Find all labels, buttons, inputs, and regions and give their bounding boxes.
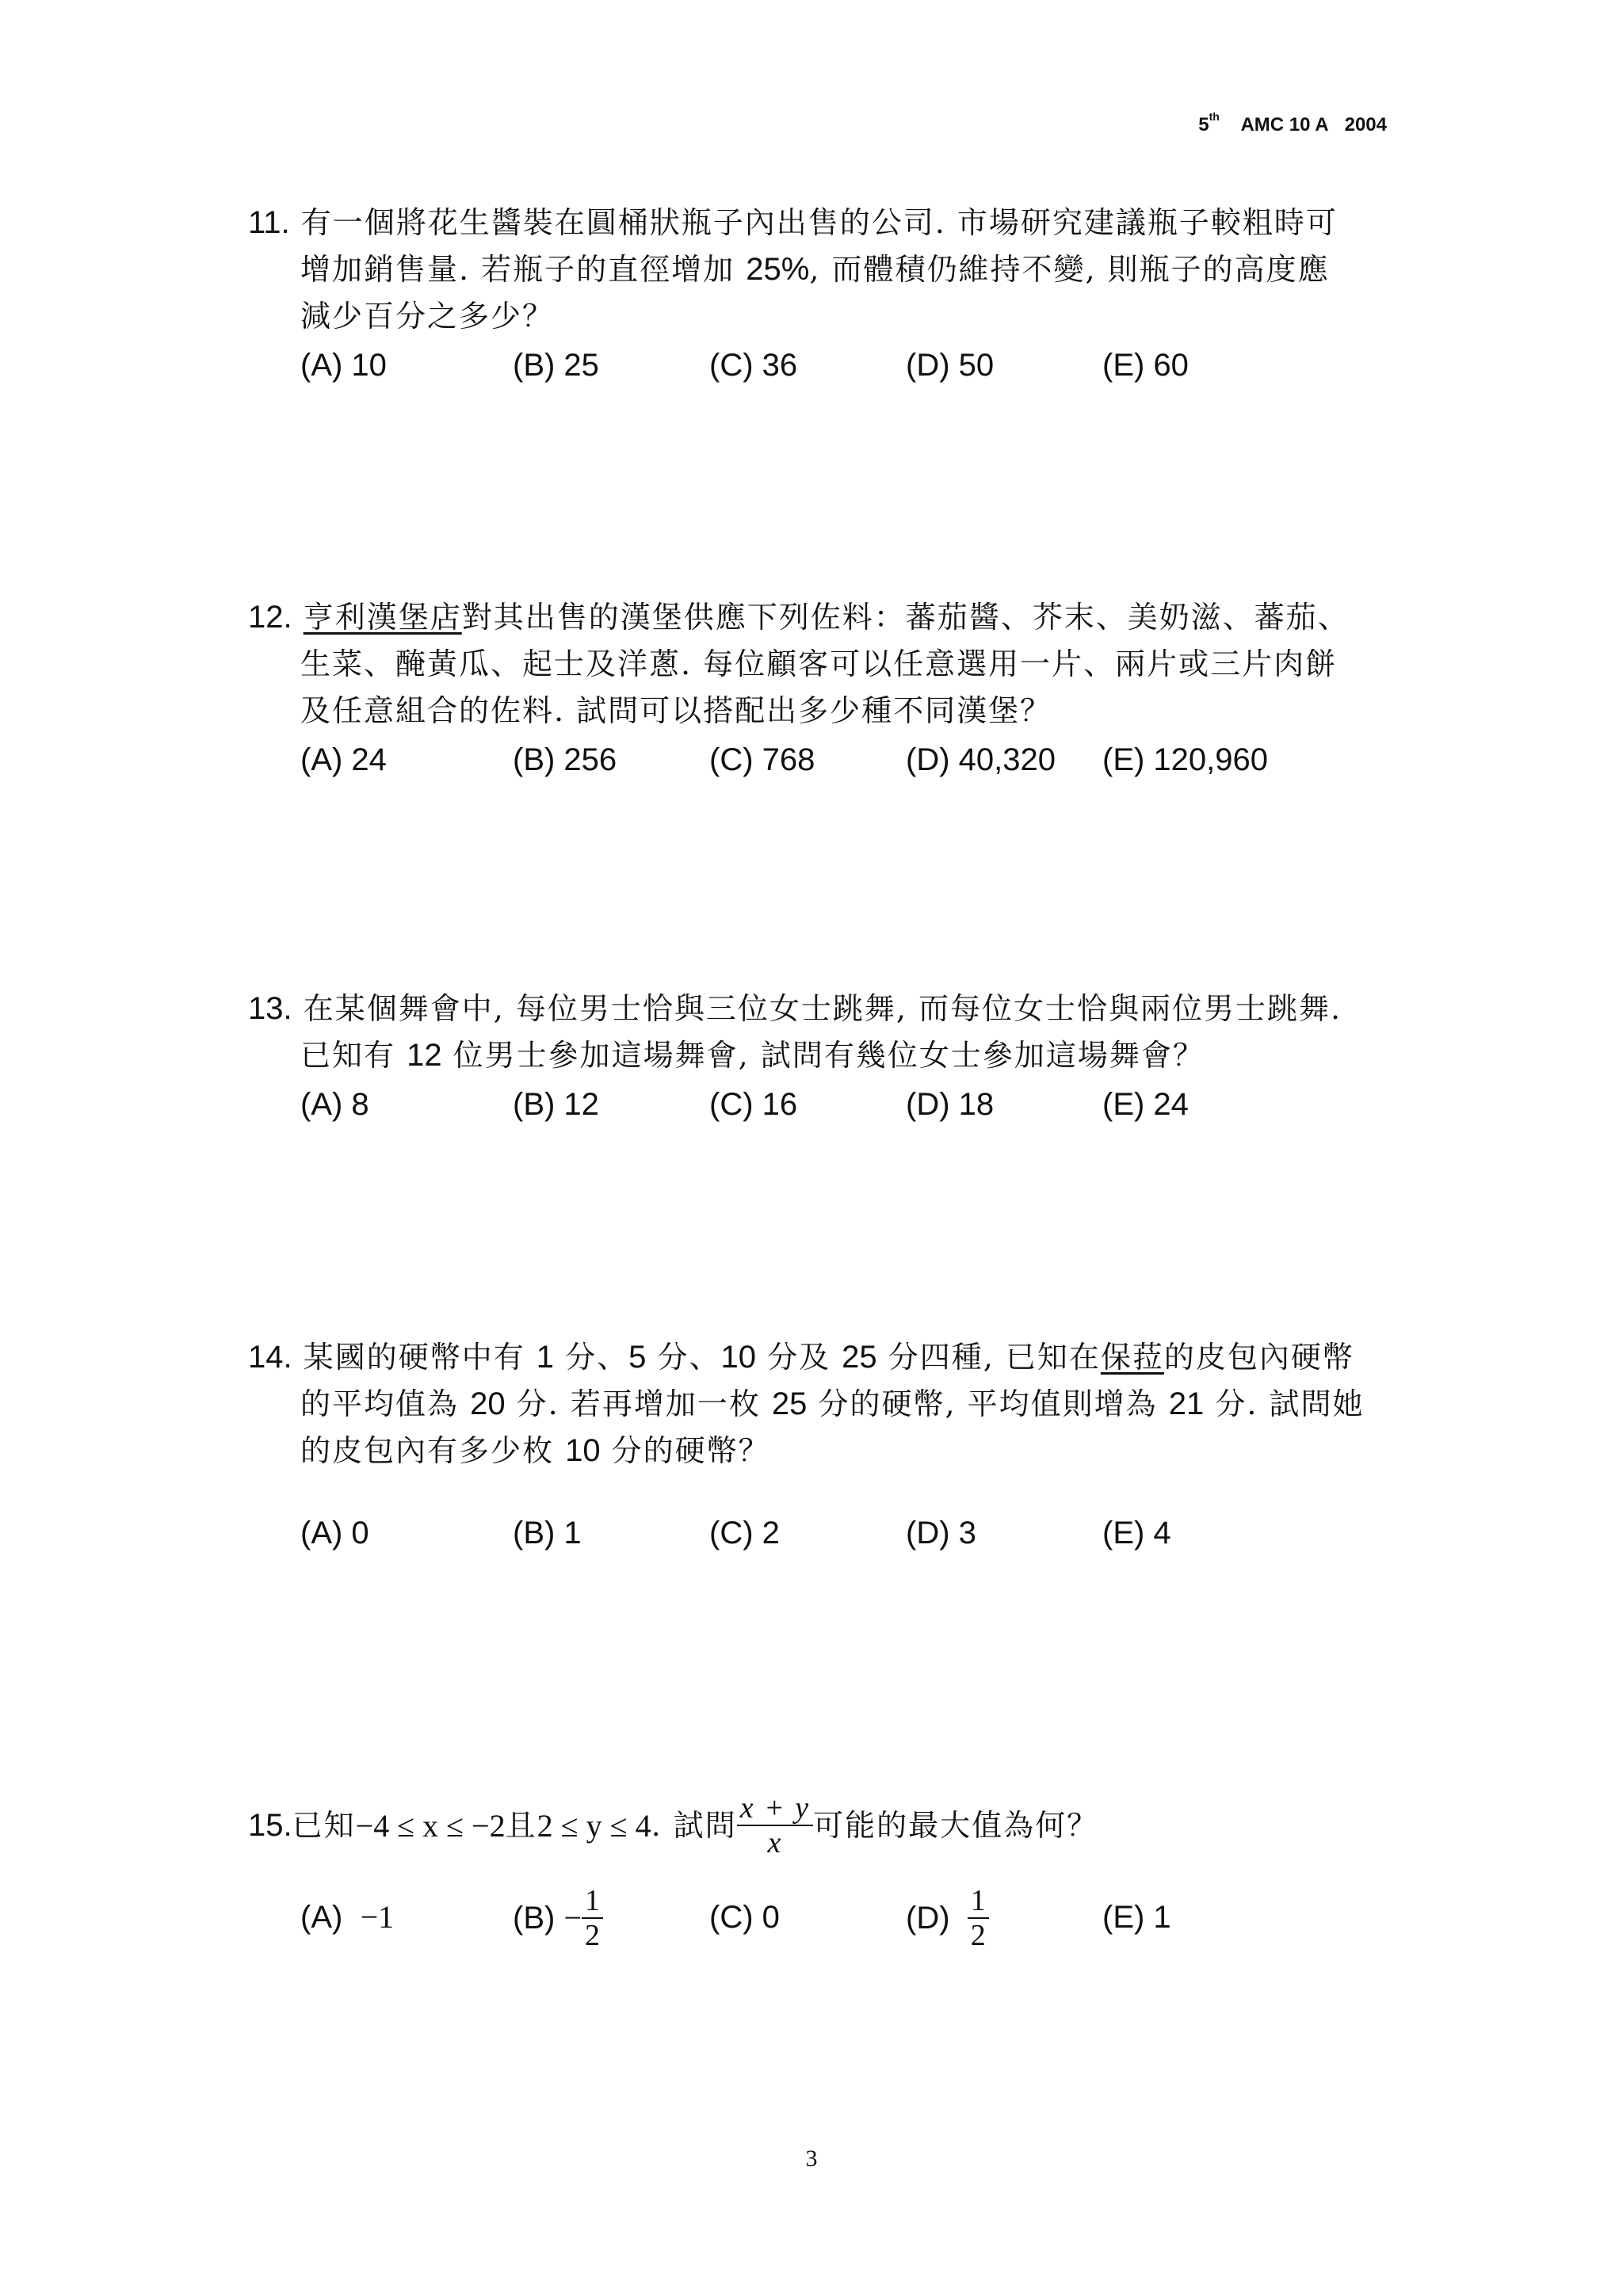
problem-text: 且: [505, 1807, 537, 1843]
problem-text: . 試問: [651, 1807, 737, 1843]
problem-text: 分、: [646, 1340, 721, 1375]
answer-choices: [248, 341, 1397, 389]
problem-line: [248, 1428, 1397, 1474]
choice-a[interactable]: (A) 24: [300, 742, 387, 777]
choice-fraction: [582, 1884, 603, 1952]
problem-line: [248, 594, 1397, 641]
problem-value: 10: [565, 1433, 601, 1468]
answer-choices: [248, 1081, 1397, 1128]
choice-c[interactable]: (C) 768: [709, 742, 815, 777]
problem-line: [248, 1334, 1397, 1381]
problem-value: 10: [720, 1340, 756, 1375]
choice-b[interactable]: (B) 12: [513, 1087, 599, 1122]
problem-line: [248, 688, 1397, 734]
choice-d[interactable]: (D) 40,320: [906, 742, 1056, 777]
inequality-y: 2 ≤ y ≤ 4: [537, 1807, 651, 1844]
problem-text: 可能的最大值為何？: [813, 1807, 1099, 1843]
choice-b[interactable]: (B) 25: [513, 348, 599, 383]
problem-text: 的皮包內有多少枚: [300, 1433, 566, 1468]
contest-name: AMC 10 A: [1240, 114, 1329, 135]
problem-text: 分. 若再增加一枚: [505, 1386, 772, 1421]
problem-text: 已知: [292, 1807, 356, 1843]
problem-value: 25: [771, 1386, 808, 1421]
choice-c[interactable]: (C) 2: [709, 1516, 780, 1550]
problem-text: 減少百分之多少？: [300, 299, 555, 334]
problem-11: [248, 200, 1397, 389]
problem-14: [248, 1334, 1397, 1557]
choice-a[interactable]: [300, 1894, 394, 1941]
answer-choices: [248, 1509, 1397, 1557]
choice-e[interactable]: (E) 4: [1102, 1516, 1171, 1550]
problem-value: 1: [536, 1340, 555, 1375]
problem-value: 25%: [746, 252, 810, 287]
problem-text: 分及: [755, 1340, 842, 1375]
problem-text: 分的硬幣？: [600, 1433, 770, 1468]
problem-number: 12.: [248, 600, 292, 635]
choice-fraction: [968, 1884, 989, 1952]
choice-a[interactable]: (A) 10: [300, 348, 387, 383]
edition-number: 5: [1198, 114, 1209, 135]
problem-15: [248, 1786, 1397, 1962]
problem-line: [248, 986, 1397, 1032]
choice-label: (A): [300, 1900, 343, 1935]
choice-d[interactable]: (D) 3: [906, 1516, 976, 1550]
problem-text: 生菜、醃黃瓜、起士及洋蔥. 每位顧客可以任意選用一片、兩片或三片肉餅: [300, 646, 1338, 681]
choice-d[interactable]: [906, 1875, 989, 1962]
fraction-denominator: 2: [585, 1919, 601, 1952]
problem-number: 15.: [248, 1807, 292, 1843]
problem-number: 13.: [248, 991, 292, 1026]
problem-text: 分的硬幣, 平均值則增為: [807, 1386, 1169, 1421]
choice-e[interactable]: (E) 24: [1102, 1087, 1189, 1122]
problem-text: 位男士參加這場舞會, 試問有幾位女士參加這場舞會？: [441, 1038, 1205, 1073]
answer-choices: [248, 736, 1397, 784]
choice-e[interactable]: (E) 1: [1102, 1900, 1171, 1935]
problem-line: [248, 1381, 1397, 1428]
problem-value: 20: [470, 1386, 506, 1421]
problem-value: 21: [1168, 1386, 1205, 1421]
fraction-numerator: 1: [582, 1884, 603, 1919]
problem-line: [248, 293, 1397, 340]
fraction-numerator: x + y: [737, 1791, 813, 1826]
fraction-expression: [737, 1791, 813, 1859]
problem-line: [248, 641, 1397, 688]
problem-line: [248, 1786, 1397, 1865]
problem-text: 分、: [554, 1340, 629, 1375]
problem-13: [248, 986, 1397, 1128]
choice-sign: −: [563, 1900, 582, 1936]
choice-d[interactable]: (D) 50: [906, 348, 995, 383]
fraction-numerator: 1: [968, 1884, 989, 1919]
fraction-denominator: 2: [970, 1919, 986, 1952]
problem-text: 對其出售的漢堡供應下列佐料：蕃茄醬、芥末、美奶滋、蕃茄、: [461, 600, 1350, 635]
choice-label: (D): [906, 1901, 950, 1936]
problem-value: 5: [628, 1340, 647, 1375]
problem-text: 及任意組合的佐料. 試問可以搭配出多少種不同漢堡？: [300, 693, 1052, 728]
inequality-x: −4 ≤ x ≤ −2: [355, 1807, 506, 1844]
choice-c[interactable]: (C) 36: [709, 348, 798, 383]
problem-value: 12: [407, 1038, 442, 1073]
problem-12: [248, 594, 1397, 784]
choice-c[interactable]: (C) 0: [709, 1900, 780, 1935]
problem-number: 14.: [248, 1340, 292, 1375]
choice-label: (B): [513, 1901, 556, 1936]
choice-value: −1: [360, 1899, 395, 1935]
problem-line: [248, 1032, 1397, 1079]
choice-b[interactable]: (B) 256: [513, 742, 617, 777]
answer-choices: [248, 1875, 1397, 1962]
page-number: 3: [805, 2145, 818, 2172]
choice-d[interactable]: (D) 18: [906, 1087, 995, 1122]
page-header: [1198, 110, 1387, 136]
edition-suffix: th: [1209, 110, 1220, 123]
choice-c[interactable]: (C) 16: [709, 1087, 798, 1122]
problem-text: 增加銷售量. 若瓶子的直徑增加: [300, 252, 747, 287]
person-name: 保菈: [1100, 1340, 1164, 1375]
contest-year: 2004: [1344, 114, 1387, 135]
store-name: 亨利漢堡店: [303, 600, 462, 635]
problem-text: 某國的硬幣中有: [303, 1340, 537, 1375]
problem-text: 分. 試問她: [1204, 1386, 1365, 1421]
problem-value: 25: [842, 1340, 877, 1375]
problem-text: 的皮包內硬幣: [1163, 1340, 1354, 1375]
choice-b[interactable]: [513, 1875, 603, 1962]
problem-line: [248, 246, 1397, 293]
choice-a[interactable]: (A) 0: [300, 1516, 369, 1550]
problem-line: [248, 200, 1397, 246]
choice-e[interactable]: (E) 60: [1102, 348, 1189, 383]
problem-text: 的平均值為: [300, 1386, 471, 1421]
problem-text: 有一個將花生醬裝在圓桶狀瓶子內出售的公司. 市場研究建議瓶子較粗時可: [300, 205, 1338, 240]
choice-a[interactable]: (A) 8: [300, 1087, 369, 1122]
problem-text: 已知有: [300, 1038, 407, 1073]
choice-b[interactable]: (B) 1: [513, 1516, 582, 1550]
fraction-denominator: x: [767, 1826, 783, 1859]
problem-number: 11.: [248, 205, 290, 240]
problem-text: , 而體積仍維持不變, 則瓶子的高度應: [809, 252, 1330, 287]
problem-text: 在某個舞會中, 每位男士恰與三位女士跳舞, 而每位女士恰與兩位男士跳舞.: [303, 991, 1342, 1026]
choice-e[interactable]: (E) 120,960: [1102, 742, 1269, 777]
problem-text: 分四種, 已知在: [876, 1340, 1101, 1375]
